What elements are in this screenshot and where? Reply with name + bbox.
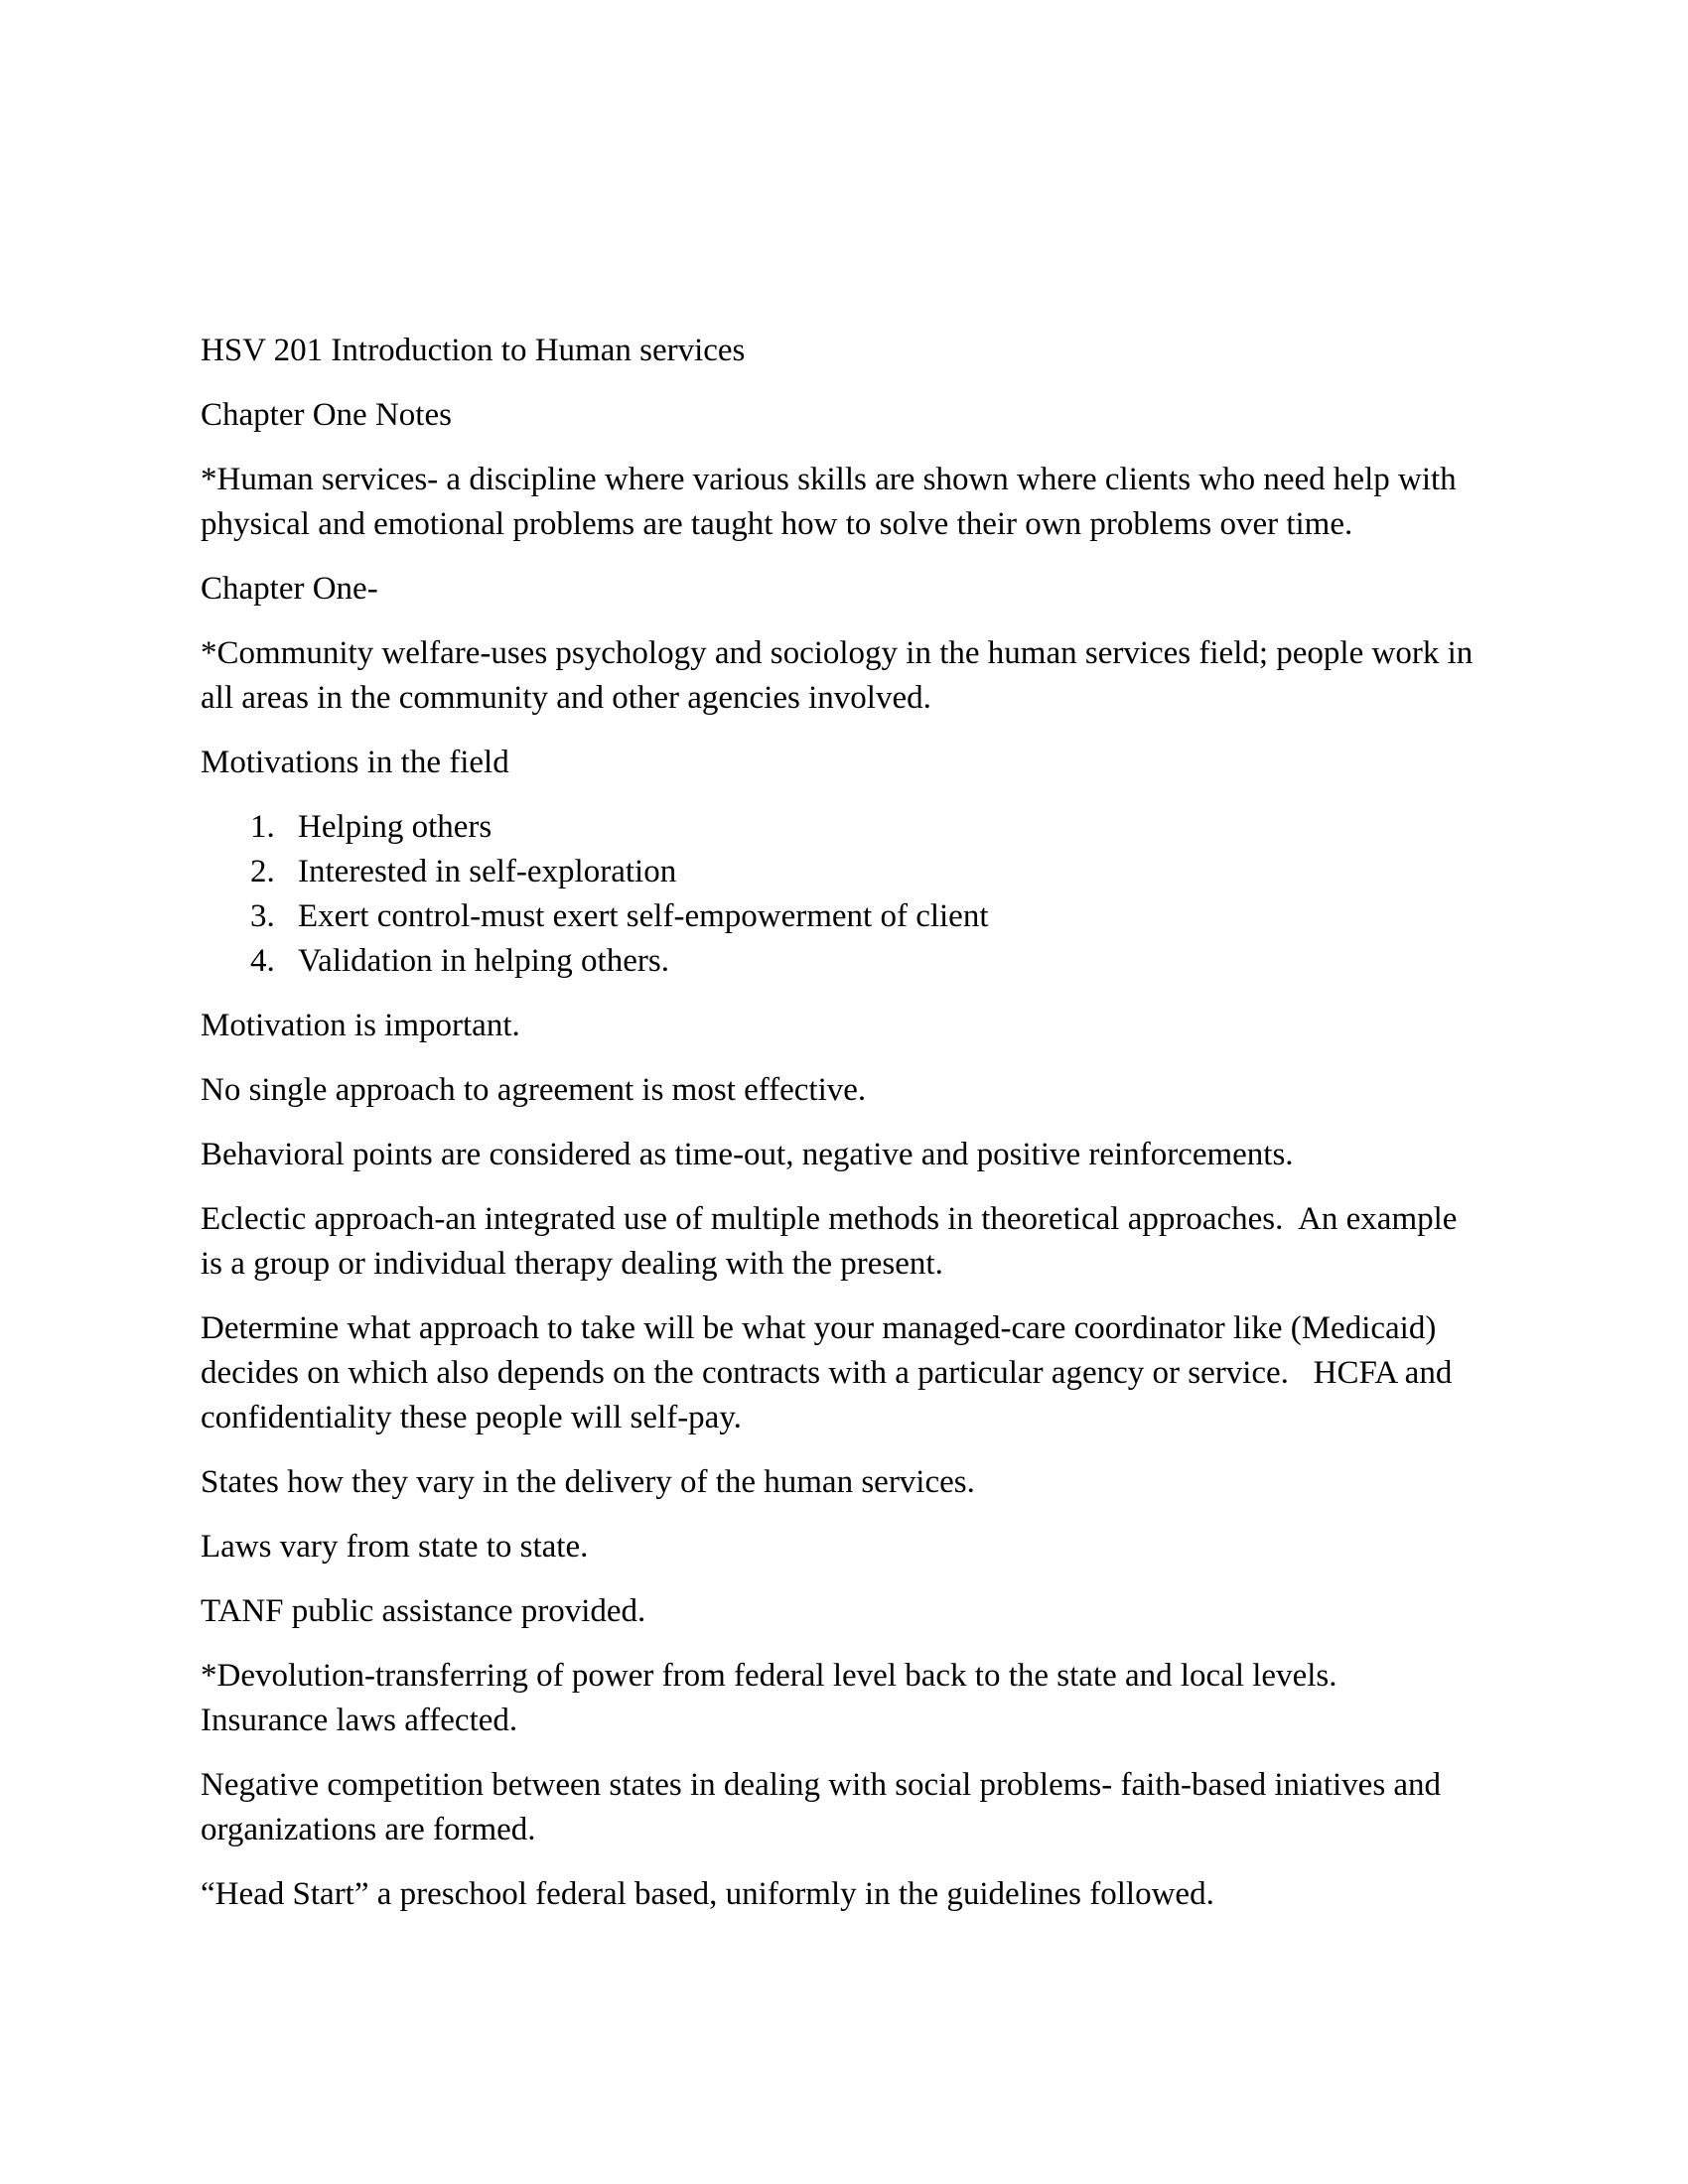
community-welfare-definition: *Community welfare-uses psychology and sociology in the human services field; people work in all areas in the community and other agencies involved. (201, 635, 1481, 716)
chapter-heading: Chapter One- (201, 571, 378, 607)
behavioral-note: Behavioral points are considered as time-out, negative and positive reinforcements. (201, 1137, 1294, 1172)
motivation-item-2-text: Interested in self-exploration (298, 854, 677, 889)
document-body (201, 329, 1481, 1937)
managed-care-note: Determine what approach to take will be what your managed-care coordinator like (Medicaid) decides on which also depends on the contracts with a particular agency or service. HCFA and confidentiality these people will self-pay. (201, 1310, 1461, 1435)
motivation-item-4 (201, 939, 1477, 984)
motivation-item-3-number: 3. (250, 898, 275, 934)
human-services-definition: *Human services- a discipline where various skills are shown where clients who need help with physical and emotional problems are taught how to solve their own problems over time. (201, 462, 1465, 542)
motivation-item-1-number: 1. (250, 809, 275, 845)
motivation-item-3 (201, 894, 1477, 939)
motivation-item-2-number: 2. (250, 854, 275, 889)
motivations-heading: Motivations in the field (201, 745, 509, 780)
course-title: HSV 201 Introduction to Human services (201, 333, 746, 368)
tanf-note: TANF public assistance provided. (201, 1593, 646, 1629)
approach-note: No single approach to agreement is most effective. (201, 1072, 867, 1108)
competition-note: Negative competition between states in dealing with social problems- faith-based iniatives and organizations are formed. (201, 1767, 1450, 1847)
motivation-item-4-number: 4. (250, 943, 275, 979)
notes-title: Chapter One Notes (201, 397, 452, 433)
states-note: States how they vary in the delivery of the human services. (201, 1464, 975, 1500)
motivation-item-1 (201, 805, 1477, 850)
motivation-note: Motivation is important. (201, 1008, 520, 1043)
motivation-item-1-text: Helping others (298, 809, 492, 845)
eclectic-note: Eclectic approach-an integrated use of multiple methods in theoretical approaches. An example is a group or individual therapy dealing with the present. (201, 1201, 1466, 1282)
motivation-item-2 (201, 850, 1477, 894)
motivation-item-4-text: Validation in helping others. (298, 943, 669, 979)
motivations-list (201, 805, 1477, 984)
laws-note: Laws vary from state to state. (201, 1529, 589, 1565)
motivation-item-3-text: Exert control-must exert self-empowerment of client (298, 898, 989, 934)
head-start-note: “Head Start” a preschool federal based, uniformly in the guidelines followed. (201, 1876, 1214, 1912)
devolution-note: *Devolution-transferring of power from federal level back to the state and local levels. Insurance laws affected. (201, 1658, 1353, 1738)
